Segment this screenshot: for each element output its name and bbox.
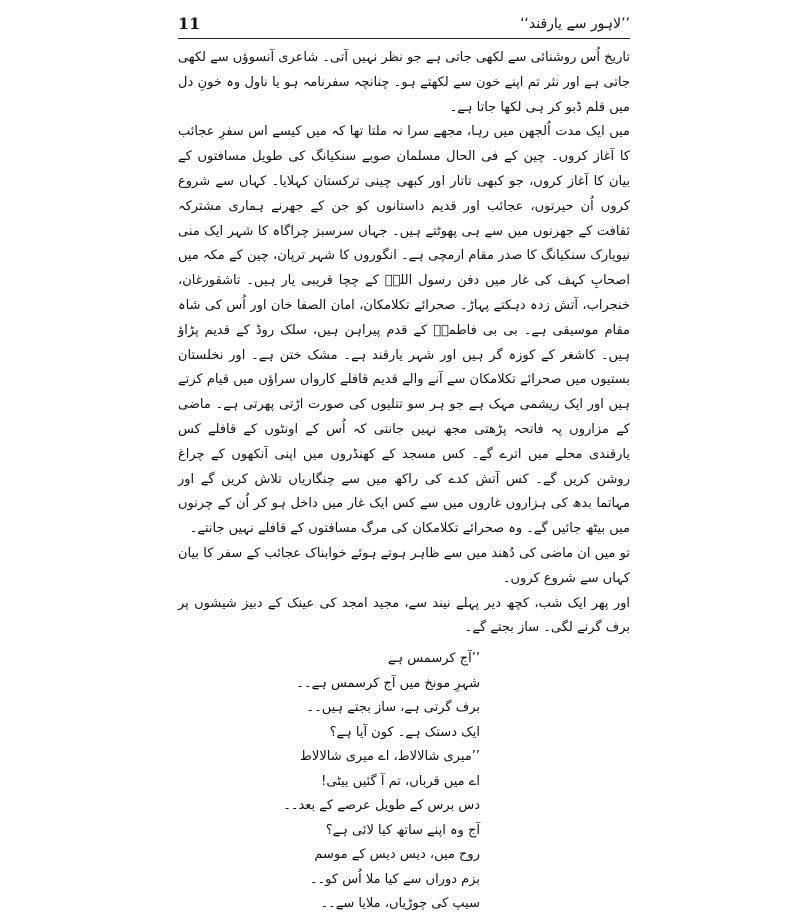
running-title: ’’لاہور سے یارقند‘‘: [519, 16, 630, 32]
poem-verse: آج وہ اپنے ساتھ کیا لائی ہے؟: [325, 822, 480, 838]
poem-verse: ’’آج کرسمس ہے: [387, 651, 480, 667]
poem-verse: اے میں قرباں، تم آ گئیں بیٹی!: [321, 773, 480, 789]
poem-verse: سیپ کی چوڑیاں، ملایا سے۔۔: [320, 896, 480, 912]
poem-verse: دس برس کے طویل عرصے کے بعد۔۔: [283, 798, 480, 814]
page-header: [178, 14, 630, 40]
page-number: 11: [178, 14, 201, 33]
paragraph: تو میں ان ماضی کی دُھند میں سے ظاہر ہوتے ہوئے خوابناک عجائب کے سفر کا بیان کہاں سے شروع کروں۔: [178, 545, 630, 586]
paragraph: اور پھر ایک شب، کچھ دیر پہلے نیند سے، مجید امجد کی عینک کے دبیز شیشوں پر برف گرنے لگی۔ ساز بجتے گے۔: [178, 595, 630, 636]
poem-verse: ’’میری شالالاط، اے میری شالالاط: [299, 749, 480, 765]
poem: [178, 647, 480, 917]
poem-verse: شہرِ مونخ میں آج کرسمس ہے۔۔: [296, 675, 480, 691]
paragraph: میں ایک مدت اُلجھن میں رہا، مجھے سرا نہ ملتا تھا کہ میں کیسے اس سفرِ عجائب کا آغاز کروں۔ چین کے فی الحال مسلمان صوبے سنکیانگ کی طویل مسافتوں کے بیان کا آغاز کروں، جو کبھی تاتار اور کبھی چینی ترکستان کہلایا۔ کہاں سے شروع کروں اُن حیرتوں، عجائب اور قدیم داستانوں کو جن کے جھرنے ہماری مشترکہ ثقافت کے جھرنوں میں سے ہی پھوٹتے ہیں۔ جہاں سرسبز چراگاہ کا شہر ایک منی نیویارک سنکیانگ کا صدر مقام ارمچی ہے۔ انگوروں کا شہر ترپان، چین کے مکہ میں اصحابِ کہف کی غار میں دفن رسول اللہؐ کے چچا قریبی یار ہیں۔ تاشقورغان، خنجراب، آتش زدہ دہکتے پہاڑ۔ صحرائے تکلامکان، امان الصفا خان اور اُس کی شاہ مقام موسیقی ہے۔ بی بی فاطمہؓ کے قدم پیراہن ہیں، سلک روڈ کے قدیم پڑاؤ ہیں۔ کاشغر کے کوزہ گر ہیں اور شہر یارقند ہے۔ مشک ختن ہے۔ اور نخلستان بستیوں میں صحرائے تکلامکان سے آنے والے قدیم قافلے کارواں سراؤں میں قیام کرتے ہیں اور ایک ریشمی مہک ہے جو ہر سو تتلیوں کی صورت اڑتی پھرتی ہے۔ ماضی کے مزاروں پہ فاتحہ پڑھتی مجھ نہیں جانتی کہ اُس کے اونٹوں کے قافلے کس یارقندی محلے میں اترے گے۔ کس مسجد کے کھنڈروں میں اپنی آنکھوں کے چراغ روشن کریں گے۔ کس آتش کدے کی راکھ میں سے چنگاریاں تلاش کریں گے اور مہاتما بدھ کی ہزاروں غاروں میں سے کس ایک غار میں داخل ہو کر اُن کے چرنوں میں بیٹھ جائیں گے۔ وہ صحرائے تکلامکان کی مرگ مسافتوں کے قافلے نہیں جانتے۔: [178, 124, 630, 537]
header-rule: [178, 38, 630, 39]
paragraph: تاریخ اُس روشنائی سے لکھی جاتی ہے جو نظر نہیں آتی۔ شاعری آنسوؤں سے لکھی جاتی ہے اور نثر تم اپنے خون سے لکھتے ہو۔ چنانچہ سفرنامہ ہو یا ناول وہ خونِ دل میں قلم ڈبو کر ہی لکھا جاتا ہے۔: [178, 50, 630, 115]
poem-verse: بزم دوراں سے کیا ملا اُس کو۔۔: [309, 871, 480, 887]
poem-verse: برف گرتی ہے، ساز بجتے ہیں۔۔: [306, 700, 480, 716]
poem-verse: روح میں، دیس دیس کے موسم: [314, 847, 480, 863]
page-body: [178, 46, 630, 912]
poem-verse: ایک دستک ہے۔ کون آیا ہے؟: [329, 724, 480, 740]
